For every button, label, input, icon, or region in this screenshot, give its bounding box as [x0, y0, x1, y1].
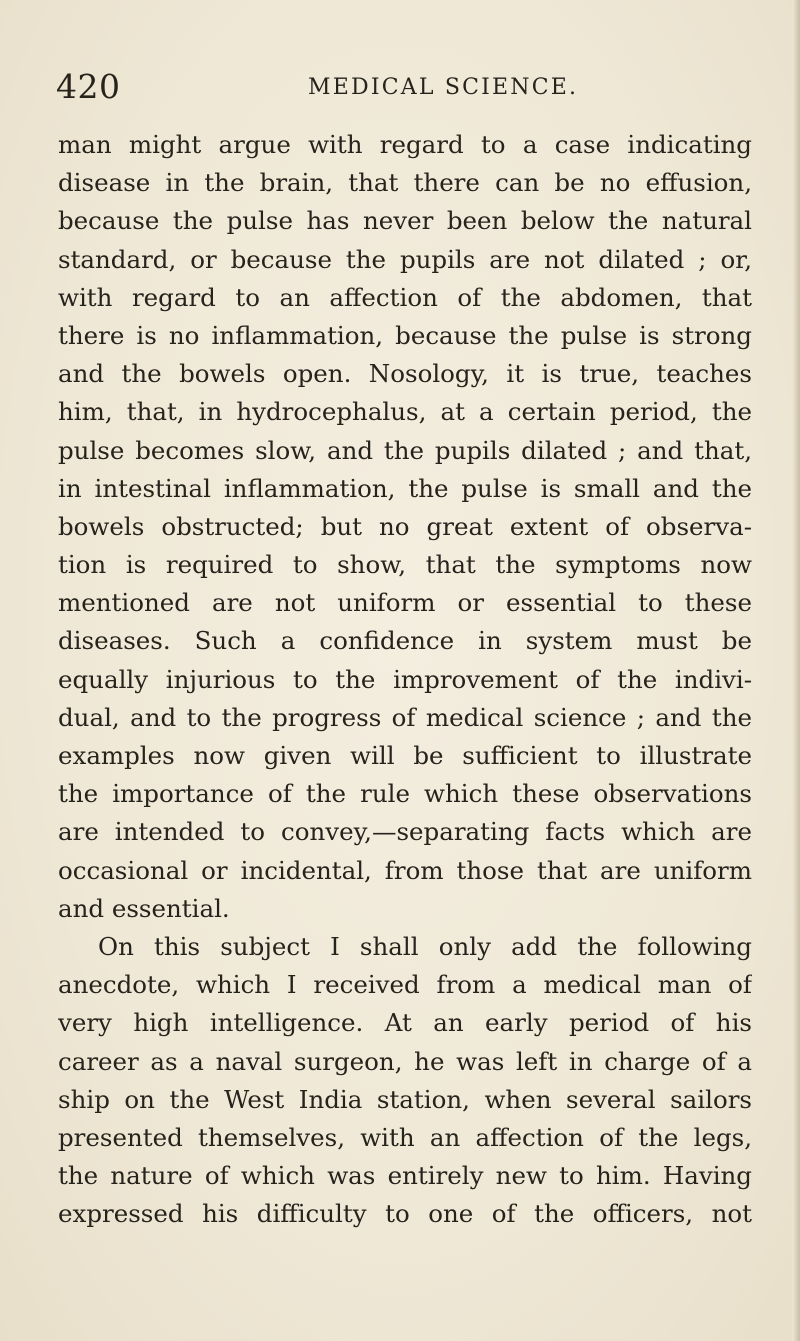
- body-text: [58, 126, 752, 1233]
- text-line: equally injurious to the improvement of the indivi-: [58, 664, 752, 694]
- text-line: are intended to convey,—separating facts which are: [58, 817, 752, 847]
- text-line: presented themselves, with an affection of the legs,: [58, 1122, 752, 1152]
- text-line: diseases. Such a confidence in system must be: [58, 626, 752, 656]
- text-line: disease in the brain, that there can be no effusion,: [58, 168, 752, 198]
- text-line: ship on the West India station, when several sailors: [58, 1084, 752, 1114]
- text-line: bowels obstructed; but no great extent of observa-: [58, 511, 752, 541]
- text-line: in intestinal inflammation, the pulse is small and the: [58, 473, 752, 503]
- text-line: because the pulse has never been below the natural: [58, 206, 752, 236]
- paragraph-start-line: On this subject I shall only add the following: [98, 931, 752, 961]
- page-number: 420: [56, 67, 121, 106]
- text-line: tion is required to show, that the symptoms now: [58, 550, 752, 580]
- text-line: examples now given will be sufficient to illustrate: [58, 741, 752, 770]
- text-line: pulse becomes slow, and the pupils dilated ; and that,: [58, 435, 752, 465]
- page-edge-shadow: [792, 0, 800, 1341]
- text-line: with regard to an affection of the abdomen, that: [58, 282, 752, 312]
- text-line: mentioned are not uniform or essential to these: [58, 588, 752, 618]
- text-line: career as a naval surgeon, he was left in charge of a: [58, 1046, 752, 1076]
- text-line: there is no inflammation, because the pulse is strong: [58, 320, 752, 350]
- text-line: the nature of which was entirely new to him. Having: [58, 1161, 752, 1191]
- page-header: [56, 62, 756, 112]
- text-line: man might argue with regard to a case indicating: [58, 130, 752, 159]
- text-line: the importance of the rule which these observations: [58, 779, 752, 809]
- text-line: expressed his difficulty to one of the officers, not: [58, 1199, 752, 1229]
- text-line: him, that, in hydrocephalus, at a certain period, the: [58, 397, 752, 427]
- text-line: dual, and to the progress of medical science ; and the: [58, 702, 752, 732]
- text-line: standard, or because the pupils are not dilated ; or,: [58, 244, 752, 274]
- text-line: very high intelligence. At an early period of his: [58, 1008, 752, 1038]
- paragraph-end-line: and essential.: [58, 893, 230, 923]
- text-line: and the bowels open. Nosology, it is true, teaches: [58, 359, 752, 389]
- text-line: occasional or incidental, from those that are uniform: [58, 855, 752, 885]
- running-head: MEDICAL SCIENCE.: [308, 75, 579, 100]
- text-line: anecdote, which I received from a medical man of: [58, 970, 752, 1000]
